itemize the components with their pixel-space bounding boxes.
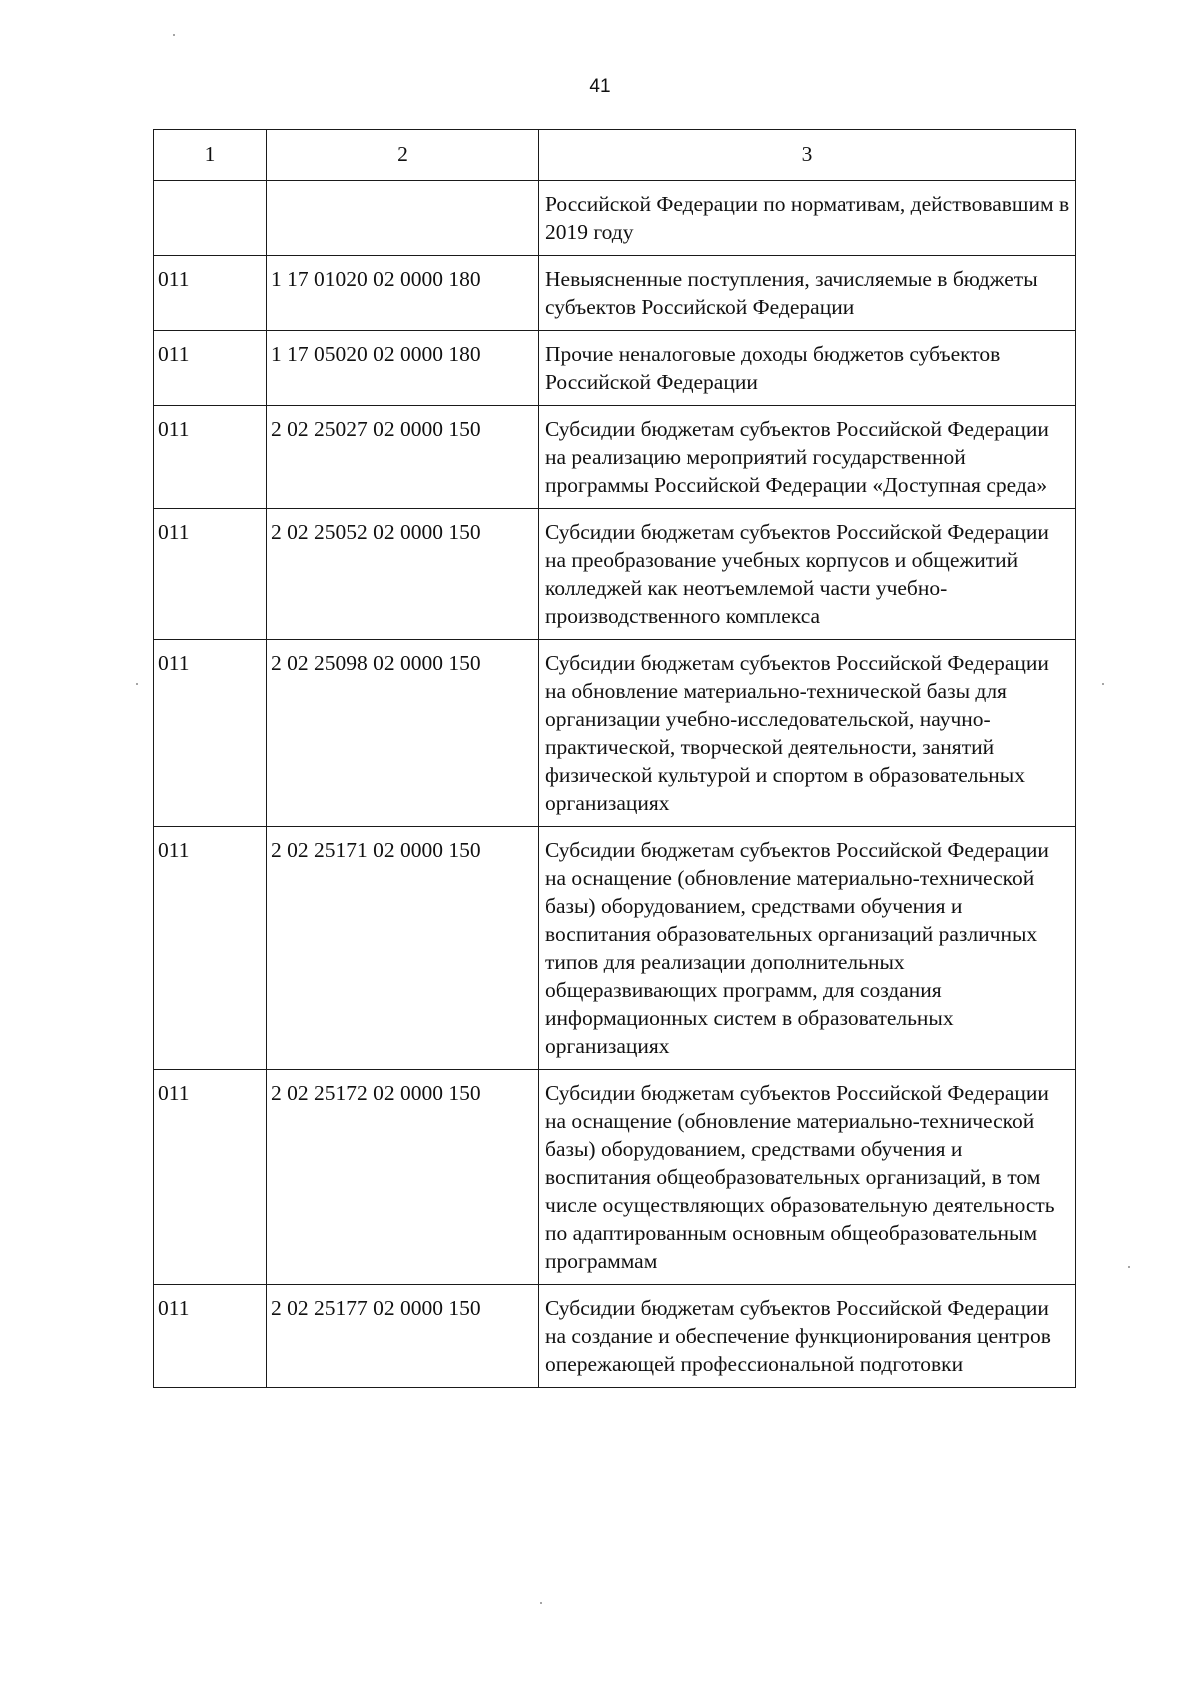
description-cell: Субсидии бюджетам субъектов Российской Федерации на преобразование учебных корпусов и общежитий колледжей как неотъемлемой части учебно-производственного комплекса	[539, 509, 1076, 640]
revenue-code-cell: 2 02 25052 02 0000 150	[267, 509, 539, 640]
description-cell: Прочие неналоговые доходы бюджетов субъектов Российской Федерации	[539, 331, 1076, 406]
admin-code-cell: 011	[154, 406, 267, 509]
table-row	[154, 509, 1076, 640]
column-header-3: 3	[539, 130, 1076, 181]
description-cell: Субсидии бюджетам субъектов Российской Федерации на создание и обеспечение функционирования центров опережающей профессиональной подготовки	[539, 1285, 1076, 1388]
scan-speck	[173, 34, 175, 36]
table-row	[154, 256, 1076, 331]
description-cell: Субсидии бюджетам субъектов Российской Федерации на реализацию мероприятий государственной программы Российской Федерации «Доступная среда»	[539, 406, 1076, 509]
revenue-code-cell: 2 02 25177 02 0000 150	[267, 1285, 539, 1388]
scan-speck	[540, 1602, 542, 1604]
revenue-code-cell: 1 17 01020 02 0000 180	[267, 256, 539, 331]
admin-code-cell: 011	[154, 1285, 267, 1388]
column-header-2: 2	[267, 130, 539, 181]
admin-code-cell: 011	[154, 827, 267, 1070]
revenue-code-cell: 1 17 05020 02 0000 180	[267, 331, 539, 406]
revenue-codes-table	[153, 129, 1076, 1388]
admin-code-cell	[154, 181, 267, 256]
scan-speck	[136, 683, 138, 685]
revenue-code-cell: 2 02 25171 02 0000 150	[267, 827, 539, 1070]
table-row	[154, 331, 1076, 406]
description-cell: Субсидии бюджетам субъектов Российской Федерации на оснащение (обновление материально-технической базы) оборудованием, средствами обучения и воспитания общеобразовательных организаций, в том числе осуществляющих образовательную деятельность по адаптированным основным общеобразовательным программам	[539, 1070, 1076, 1285]
scan-speck	[1128, 1266, 1130, 1268]
table-row	[154, 640, 1076, 827]
admin-code-cell: 011	[154, 1070, 267, 1285]
table-row	[154, 1070, 1076, 1285]
table-row	[154, 827, 1076, 1070]
admin-code-cell: 011	[154, 256, 267, 331]
admin-code-cell: 011	[154, 509, 267, 640]
revenue-code-cell: 2 02 25098 02 0000 150	[267, 640, 539, 827]
table-header-row	[154, 130, 1076, 181]
description-cell: Субсидии бюджетам субъектов Российской Федерации на обновление материально-технической базы для организации учебно-исследовательской, научно-практической, творческой деятельности, занятий физической культурой и спортом в образовательных организациях	[539, 640, 1076, 827]
scan-speck	[1102, 683, 1104, 685]
table-row	[154, 181, 1076, 256]
admin-code-cell: 011	[154, 640, 267, 827]
column-header-1: 1	[154, 130, 267, 181]
revenue-code-cell: 2 02 25172 02 0000 150	[267, 1070, 539, 1285]
table-row	[154, 406, 1076, 509]
revenue-code-cell	[267, 181, 539, 256]
page-number: 41	[589, 76, 611, 97]
description-cell: Невыясненные поступления, зачисляемые в бюджеты субъектов Российской Федерации	[539, 256, 1076, 331]
table-row	[154, 1285, 1076, 1388]
admin-code-cell: 011	[154, 331, 267, 406]
description-cell: Субсидии бюджетам субъектов Российской Федерации на оснащение (обновление материально-технической базы) оборудованием, средствами обучения и воспитания образовательных организаций различных типов для реализации дополнительных общеразвивающих программ, для создания информационных систем в образовательных организациях	[539, 827, 1076, 1070]
description-cell: Российской Федерации по нормативам, действовавшим в 2019 году	[539, 181, 1076, 256]
revenue-code-cell: 2 02 25027 02 0000 150	[267, 406, 539, 509]
